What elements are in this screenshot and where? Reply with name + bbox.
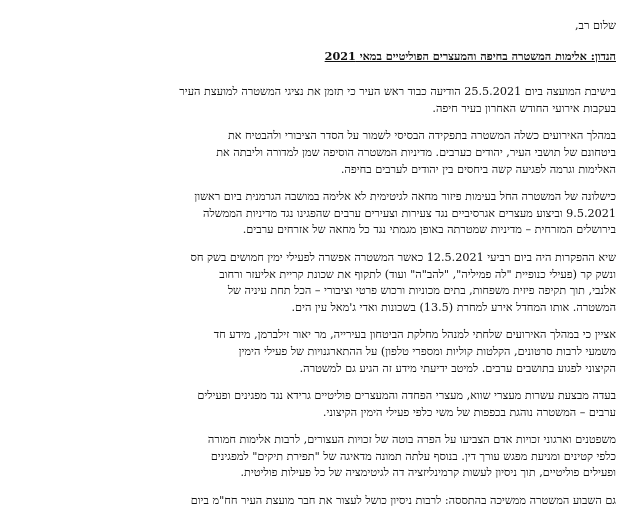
paragraph — [100, 84, 616, 117]
paragraph-line: המשטרה. אותו המחדל אירע למחרת (13.5) בשכונות ואדי ג'מאל עין הים. — [291, 300, 616, 314]
paragraph-line: כישלונה של המשטרה החל בעימות פיזור מחאה לגיטימית לא אלימה במושבה הגרמנית ביום ראשון — [194, 190, 616, 204]
paragraph-line: ופעילים פוליטיים, תוך ניסיון לעשות קרמינליזציה דה לגיטימציה של כל פעילות פוליטית. — [240, 466, 616, 480]
paragraph — [100, 432, 616, 482]
paragraph-line: בירושלים המזרחית – מדיניות שמטרתה באופן מגמתי נגד כל מחאה של אזרחים ערבים. — [242, 223, 616, 237]
paragraph-line: ערבים – המשטרה נוהגת בכפפות של משי כלפי פעילי הימין הקיצוני. — [322, 405, 616, 419]
paragraph-line: משפטנים וארגוני זכויות אדם הצביעו על הפרה בוטה של זכויות העצורים, לרבות אלימות חמורה — [207, 433, 616, 447]
paragraph-line: משמעי לרבות סרטונים, הקלטות קוליות ומספרי טלפון) על ההתארגנויות של פעילי הימין — [238, 344, 616, 358]
paragraph-line: ונשק קר (פעילי כנופיית "לה פמיליה", "להב"ה" ועוד) לתקוף את שכונת קריית אליעזר ורחוב — [219, 267, 616, 281]
paragraph-line: 9.5.2021 וביצוע מעצרים אגרסיביים נגד צעירות וצעירים ערבים שהפגינו נגד מדיניות הממשלה — [203, 206, 616, 220]
letter-body — [100, 18, 616, 521]
paragraph-line: בעדה מבצעת עשרות מעצרי שווא, מעצרי הפחדה והמעצרים פוליטיים גרידא נגד מפגינים ופעילים — [197, 389, 616, 403]
paragraph-line: במהלך האירועים כשלה המשטרה בתפקידה הבסיסי לשמור על הסדר הציבורי ולהבטיח את — [227, 129, 616, 143]
paragraph — [100, 493, 616, 510]
paragraph-line: כלפי קטינים ומניעת מפגש עורך דין. בנוסף עלתה תמונה מדאיגה של "תפירת תיקים" למפגינים — [210, 449, 616, 463]
paragraph-line: שיא ההפקרות היה ביום רביעי 12.5.2021 כאשר המשטרה אפשרה לפעילי ימין חמושים בשק חס — [190, 250, 616, 264]
paragraph-line: בעקבות אירועי החודש האחרון בעיר חיפה. — [432, 101, 616, 115]
paragraph-line: ביטחונם של תושבי העיר, יהודים כערבים. מדיניות המשטרה הוסיפה שמן למדורה וליבתה את — [216, 145, 616, 159]
paragraphs-container — [100, 84, 616, 509]
paragraph-line: אלנבי, תוך תקיפה פיזית משפחות, בתים מכוניות ורכוש פרטי וציבורי – הכל תחת עיניה של — [227, 284, 616, 298]
paragraph-line: אציין כי במהלך האירועים שלחתי למנהל מחלקת הביטחון בעירייה, מר יאור זילברמן, מידע חד — [213, 328, 616, 342]
paragraph-line: בישיבת המועצה ביום 25.5.2021 הודיעה כבוד ראש העיר כי תזמן את נציגי המשטרה למועצת העיר — [179, 85, 616, 99]
paragraph — [100, 128, 616, 178]
subject-line: הנדון: אלימות המשטרה בחיפה והמעצרים הפוליטיים במאי 2021 — [324, 48, 616, 63]
paragraph-line: גם השבוע המשטרה ממשיכה בהתססה: לרבות ניסיון כושל לעצור את חבר מועצת העיר חח"מ ביום — [190, 494, 616, 508]
paragraph — [100, 388, 616, 421]
paragraph — [100, 327, 616, 377]
paragraph-line: האלימות וגרמה לפגיעה קשה ביחסים בין יהודים לערבים בחיפה. — [340, 162, 616, 176]
paragraph — [100, 189, 616, 239]
paragraph-line: הקיצוני לפגוע בתושבים ערבים. למיטב ידיעתי מידע זה הגיע גם למשטרה. — [299, 361, 616, 375]
greeting: שלום רב, — [575, 19, 616, 32]
paragraph — [100, 250, 616, 316]
